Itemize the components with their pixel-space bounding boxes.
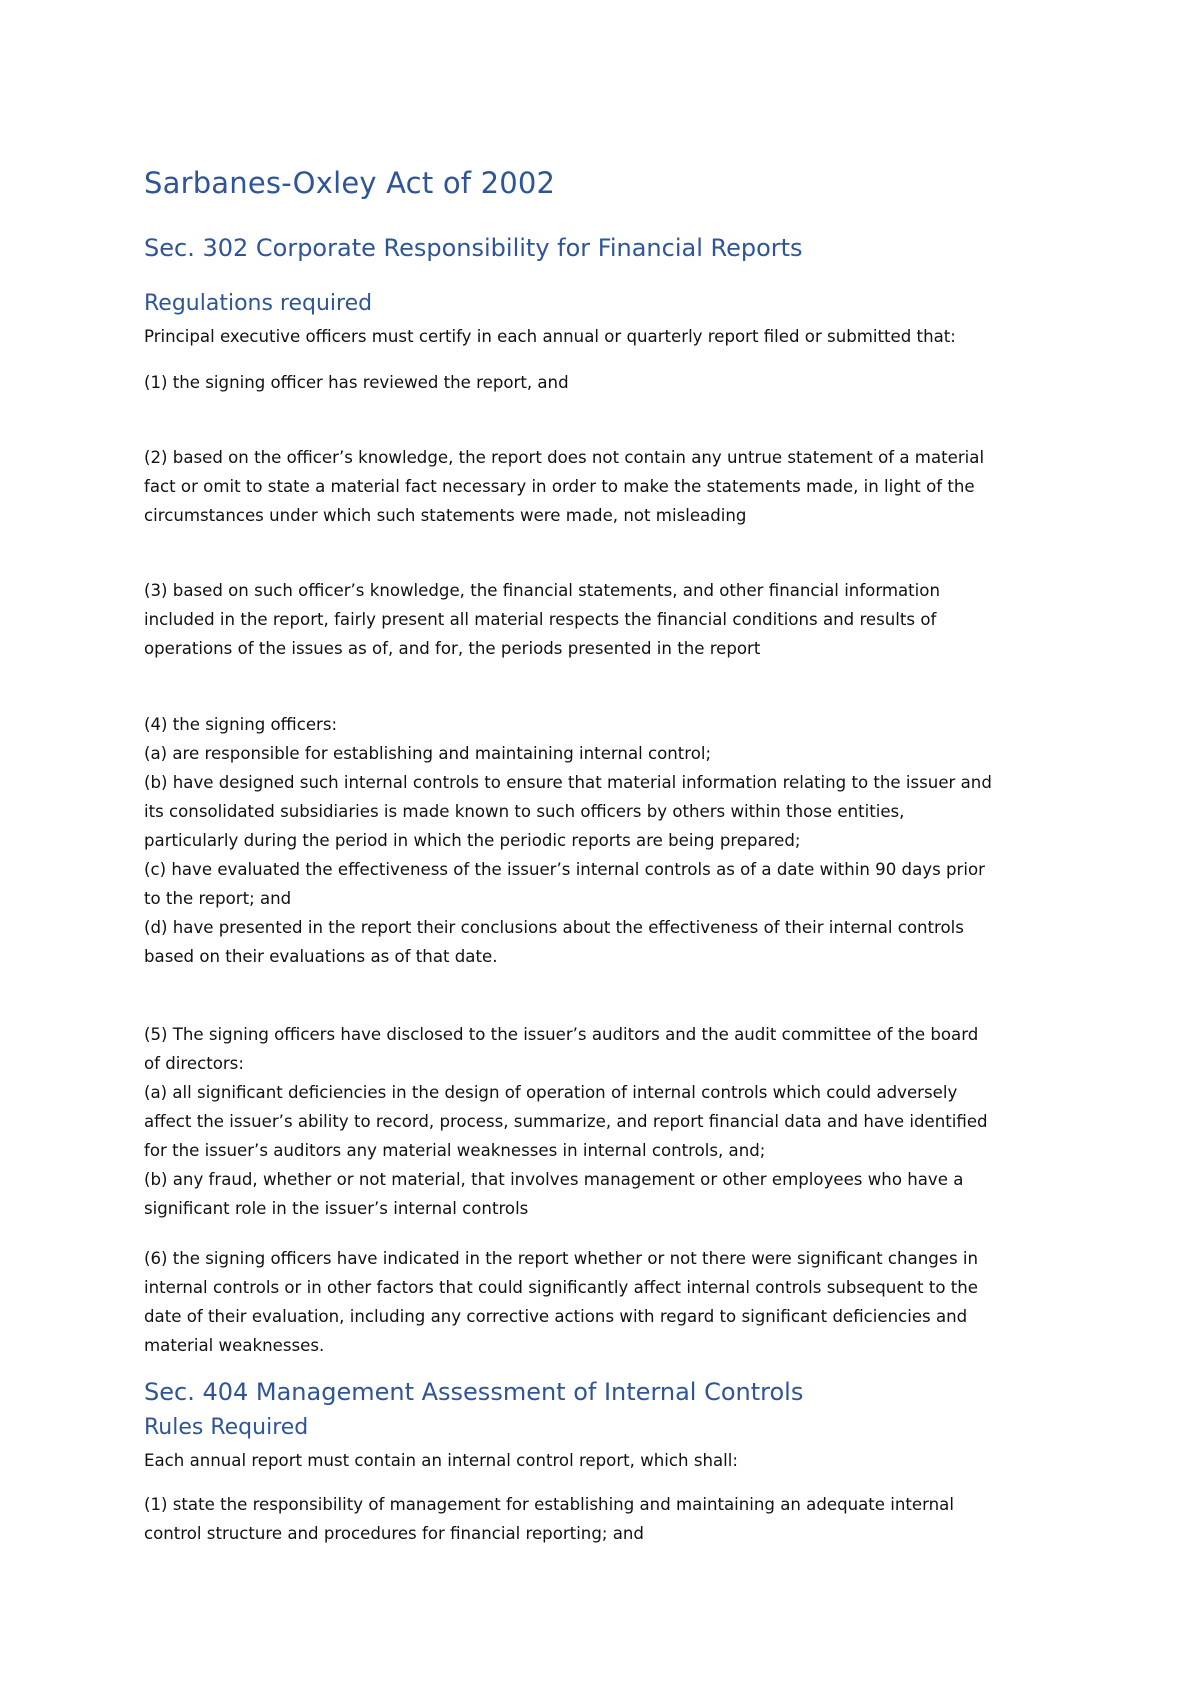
document-title: Sarbanes-Oxley Act of 2002 (144, 166, 556, 200)
text-line: control structure and procedures for financial reporting; and (144, 1524, 644, 1543)
sec404-item-1 (144, 1490, 1084, 1548)
text-line: circumstances under which such statements were made, not misleading (144, 506, 747, 525)
sec302-item-3 (144, 576, 1084, 663)
text-line: internal controls or in other factors that could significantly affect internal controls subsequent to the (144, 1278, 978, 1297)
text-line: operations of the issues as of, and for, the periods presented in the report (144, 639, 761, 658)
text-line: (c) have evaluated the effectiveness of the issuer’s internal controls as of a date within 90 days prior (144, 860, 985, 879)
text-line: (b) have designed such internal controls to ensure that material information relating to the issuer and (144, 773, 992, 792)
sec302-item-2 (144, 443, 1084, 530)
text-line: (2) based on the officer’s knowledge, the report does not contain any untrue statement of a material (144, 448, 985, 467)
sec302-item-1 (144, 368, 1084, 397)
text-line: for the issuer’s auditors any material weaknesses in internal controls, and; (144, 1141, 766, 1160)
text-line: to the report; and (144, 889, 292, 908)
text-line: Principal executive officers must certify in each annual or quarterly report filed or submitted that: (144, 327, 956, 346)
text-line: (a) are responsible for establishing and maintaining internal control; (144, 744, 712, 763)
sec404-intro (144, 1446, 1084, 1475)
text-line: included in the report, fairly present all material respects the financial conditions and results of (144, 610, 937, 629)
text-line: particularly during the period in which the periodic reports are being prepared; (144, 831, 801, 850)
text-line: (4) the signing officers: (144, 715, 338, 734)
text-line: its consolidated subsidiaries is made known to such officers by others within those entities, (144, 802, 905, 821)
sec302-item-6 (144, 1244, 1084, 1360)
text-line: material weaknesses. (144, 1336, 325, 1355)
text-line: fact or omit to state a material fact necessary in order to make the statements made, in light of the (144, 477, 975, 496)
text-line: (1) state the responsibility of management for establishing and maintaining an adequate internal (144, 1495, 954, 1514)
text-line: (a) all significant deficiencies in the design of operation of internal controls which could adversely (144, 1083, 958, 1102)
text-line: (b) any fraud, whether or not material, that involves management or other employees who have a (144, 1170, 964, 1189)
text-line: date of their evaluation, including any corrective actions with regard to significant deficiencies and (144, 1307, 968, 1326)
sec302-intro (144, 322, 1084, 351)
sec302-subheading: Regulations required (144, 291, 373, 316)
text-line: (6) the signing officers have indicated in the report whether or not there were significant changes in (144, 1249, 979, 1268)
text-line: (d) have presented in the report their conclusions about the effectiveness of their internal controls (144, 918, 964, 937)
sec404-heading: Sec. 404 Management Assessment of Internal Controls (144, 1378, 804, 1406)
text-line: affect the issuer’s ability to record, process, summarize, and report financial data and have identified (144, 1112, 988, 1131)
text-line: (1) the signing officer has reviewed the report, and (144, 373, 569, 392)
sec302-item-4 (144, 710, 1084, 971)
text-line: significant role in the issuer’s internal controls (144, 1199, 529, 1218)
text-line: based on their evaluations as of that date. (144, 947, 498, 966)
text-line: Each annual report must contain an internal control report, which shall: (144, 1451, 738, 1470)
text-line: (3) based on such officer’s knowledge, the financial statements, and other financial information (144, 581, 940, 600)
text-line: of directors: (144, 1054, 244, 1073)
sec302-item-5 (144, 1020, 1084, 1223)
sec302-heading: Sec. 302 Corporate Responsibility for Financial Reports (144, 234, 803, 262)
sec404-subheading: Rules Required (144, 1415, 309, 1440)
text-line: (5) The signing officers have disclosed to the issuer’s auditors and the audit committee of the board (144, 1025, 979, 1044)
